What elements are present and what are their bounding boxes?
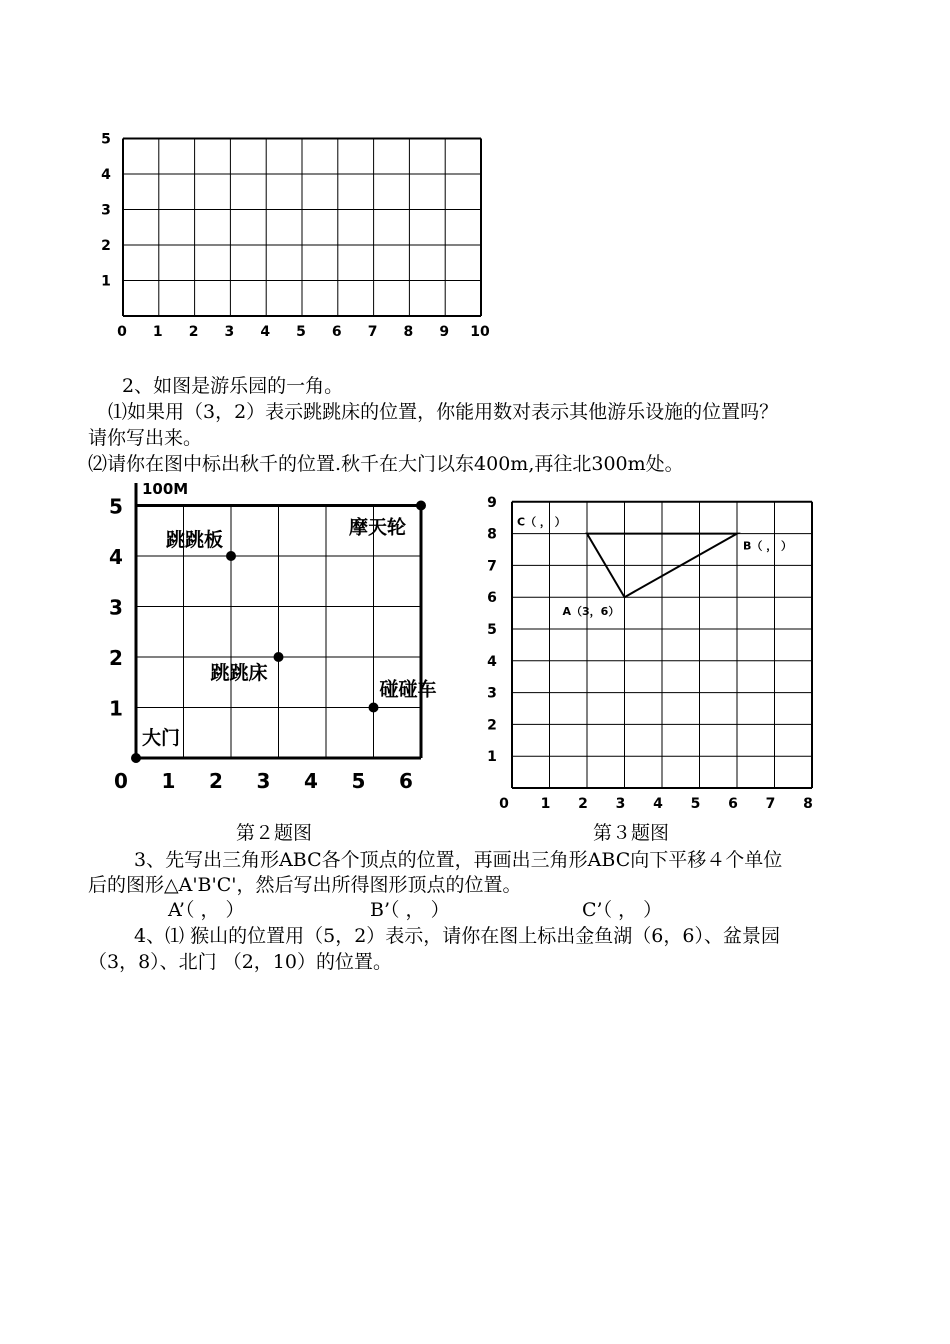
triangle-grid-x-ticks xyxy=(499,796,813,812)
y-tick-label: 9 xyxy=(487,494,497,511)
blank-grid-y-ticks xyxy=(101,132,111,290)
park-map-x-ticks xyxy=(114,769,413,793)
q3-c-prime: C’（ ， ） xyxy=(582,899,663,921)
park-map xyxy=(100,478,450,803)
y-tick-label: 8 xyxy=(487,526,497,543)
vertex-label: C（ ， ） xyxy=(517,515,566,529)
x-tick-label: 6 xyxy=(728,796,738,812)
triangle-grid xyxy=(480,492,820,817)
x-tick-label: 5 xyxy=(690,796,701,812)
y-tick-label: 7 xyxy=(487,558,497,575)
q4-line1: 4、⑴ 猴山的位置用（5，2）表示，请你在图上标出金鱼湖（6，6）、盆景园 xyxy=(134,925,780,947)
x-tick-label: 0 xyxy=(114,769,128,793)
y-tick-label: 1 xyxy=(487,749,497,766)
y-tick-label: 4 xyxy=(109,545,123,569)
y-tick-label: 3 xyxy=(101,202,111,219)
x-tick-label: 1 xyxy=(152,324,163,340)
location-label: 大门 xyxy=(142,727,181,749)
x-tick-label: 4 xyxy=(653,796,663,812)
fig3-caption: 第３题图 xyxy=(593,822,670,844)
vertex-label: A（3，6） xyxy=(562,605,620,619)
x-tick-label: 2 xyxy=(578,796,588,812)
x-tick-label: 5 xyxy=(296,324,306,340)
blank-grid-x-ticks xyxy=(117,324,490,340)
q2-part2: ⑵请你在图中标出秋千的位置.秋千在大门以东400m,再往北300m处。 xyxy=(88,453,684,475)
park-map-y-ticks xyxy=(109,495,123,721)
location-dot xyxy=(369,703,379,713)
q4-line2: （3，8）、北门 （2，10）的位置。 xyxy=(88,951,392,973)
park-map-unit-label: 100M xyxy=(142,480,189,498)
y-tick-label: 4 xyxy=(487,653,497,670)
x-tick-label: 0 xyxy=(117,324,127,340)
y-tick-label: 5 xyxy=(101,131,111,148)
location-label: 跳跳床 xyxy=(210,662,268,684)
x-tick-label: 0 xyxy=(499,796,509,812)
y-tick-label: 2 xyxy=(101,238,111,254)
x-tick-label: 5 xyxy=(351,769,366,793)
park-map-places xyxy=(131,501,437,764)
x-tick-label: 8 xyxy=(803,796,813,812)
location-label: 碰碰车 xyxy=(379,678,437,701)
x-tick-label: 2 xyxy=(209,769,223,793)
q3-line1: 3、先写出三角形ABC各个顶点的位置，再画出三角形ABC向下平移４个单位 xyxy=(134,849,783,871)
blank-grid-lines xyxy=(123,139,481,317)
y-tick-label: 4 xyxy=(101,167,111,183)
y-tick-label: 3 xyxy=(109,595,123,620)
x-tick-label: 7 xyxy=(765,796,776,812)
location-dot xyxy=(131,753,141,763)
x-tick-label: 7 xyxy=(367,324,378,340)
blank-grid xyxy=(90,128,500,348)
vertex-label: B（ ， ） xyxy=(743,539,793,553)
y-tick-label: 2 xyxy=(487,717,497,734)
y-tick-label: 2 xyxy=(109,646,123,670)
location-label: 跳跳板 xyxy=(166,529,224,551)
q2-part1-cont: 请你写出来。 xyxy=(88,427,203,449)
x-tick-label: 4 xyxy=(304,769,318,793)
triangle-vertex-labels xyxy=(517,516,792,619)
y-tick-label: 5 xyxy=(487,622,497,638)
x-tick-label: 2 xyxy=(188,324,199,340)
y-tick-label: 6 xyxy=(487,590,497,607)
x-tick-label: 1 xyxy=(540,796,551,812)
q3-b-prime: B’（ ， ） xyxy=(370,899,450,921)
x-tick-label: 8 xyxy=(403,324,414,340)
y-tick-label: 1 xyxy=(101,273,111,290)
x-tick-label: 3 xyxy=(224,324,235,340)
x-tick-label: 3 xyxy=(615,796,626,812)
location-label: 摩天轮 xyxy=(349,516,407,539)
y-tick-label: 3 xyxy=(487,685,497,702)
q3-a-prime: A’（ ， ） xyxy=(168,899,245,921)
y-tick-label: 5 xyxy=(109,494,123,519)
location-dot xyxy=(416,501,426,511)
x-tick-label: 6 xyxy=(399,769,413,793)
x-tick-label: 4 xyxy=(260,324,271,340)
triangle-grid-y-ticks xyxy=(487,495,497,765)
fig2-caption: 第２题图 xyxy=(236,822,313,844)
location-dot xyxy=(274,652,284,662)
q2-part1: ⑴如果用（3，2）表示跳跳床的位置，你能用数对表示其他游乐设施的位置吗？ xyxy=(108,401,779,423)
y-tick-label: 1 xyxy=(109,696,123,721)
x-tick-label: 9 xyxy=(439,324,450,340)
x-tick-label: 3 xyxy=(256,769,271,793)
q2-title: 2、如图是游乐园的一角。 xyxy=(122,375,344,397)
x-tick-label: 6 xyxy=(331,324,342,340)
x-tick-label: 1 xyxy=(161,769,176,793)
location-dot xyxy=(226,551,236,561)
x-tick-label: 10 xyxy=(470,324,490,340)
q3-line2: 后的图形△A'B'C'，然后写出所得图形顶点的位置。 xyxy=(88,874,522,896)
